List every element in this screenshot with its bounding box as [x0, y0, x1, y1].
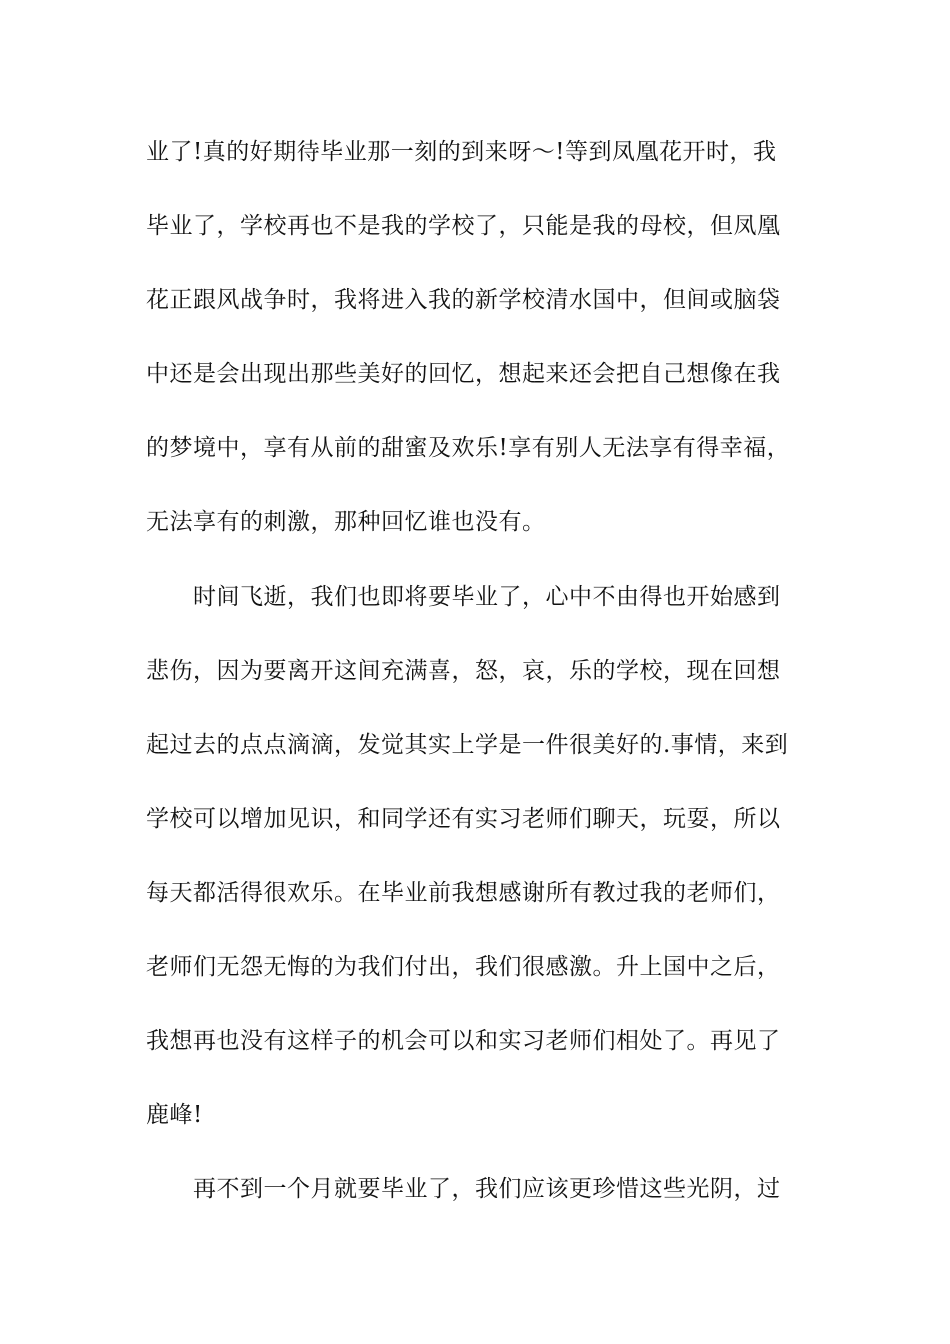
text-line-3: 花正跟风战争时，我将进入我的新学校清水国中，但间或脑袋	[146, 287, 781, 313]
text-line-4: 中还是会出现出那些美好的回忆，想起来还会把自己想像在我	[146, 361, 781, 387]
text-line-11: 每天都活得很欢乐。在毕业前我想感谢所有教过我的老师们，	[146, 880, 781, 906]
text-line-8: 悲伤，因为要离开这间充满喜，怒，哀，乐的学校，现在回想	[146, 658, 781, 684]
text-line-6: 无法享有的刺激，那种回忆谁也没有。	[146, 509, 546, 535]
text-line-15: 再不到一个月就要毕业了，我们应该更珍惜这些光阴，过	[193, 1176, 781, 1202]
text-line-1: 业了!真的好期待毕业那一刻的到来呀～!等到凤凰花开时，我	[146, 139, 777, 165]
text-line-2: 毕业了，学校再也不是我的学校了，只能是我的母校，但凤凰	[146, 213, 781, 239]
text-line-5: 的梦境中，享有从前的甜蜜及欢乐!享有别人无法享有得幸福，	[146, 435, 791, 461]
text-line-13: 我想再也没有这样子的机会可以和实习老师们相处了。再见了	[146, 1028, 781, 1054]
text-line-14: 鹿峰!	[146, 1102, 203, 1128]
text-line-7: 时间飞逝，我们也即将要毕业了，心中不由得也开始感到	[193, 584, 781, 610]
text-line-12: 老师们无怨无悔的为我们付出，我们很感激。升上国中之后，	[146, 954, 781, 980]
text-line-9: 起过去的点点滴滴，发觉其实上学是一件很美好的.事情，来到	[146, 732, 789, 758]
text-line-10: 学校可以增加见识，和同学还有实习老师们聊天，玩耍，所以	[146, 806, 781, 832]
